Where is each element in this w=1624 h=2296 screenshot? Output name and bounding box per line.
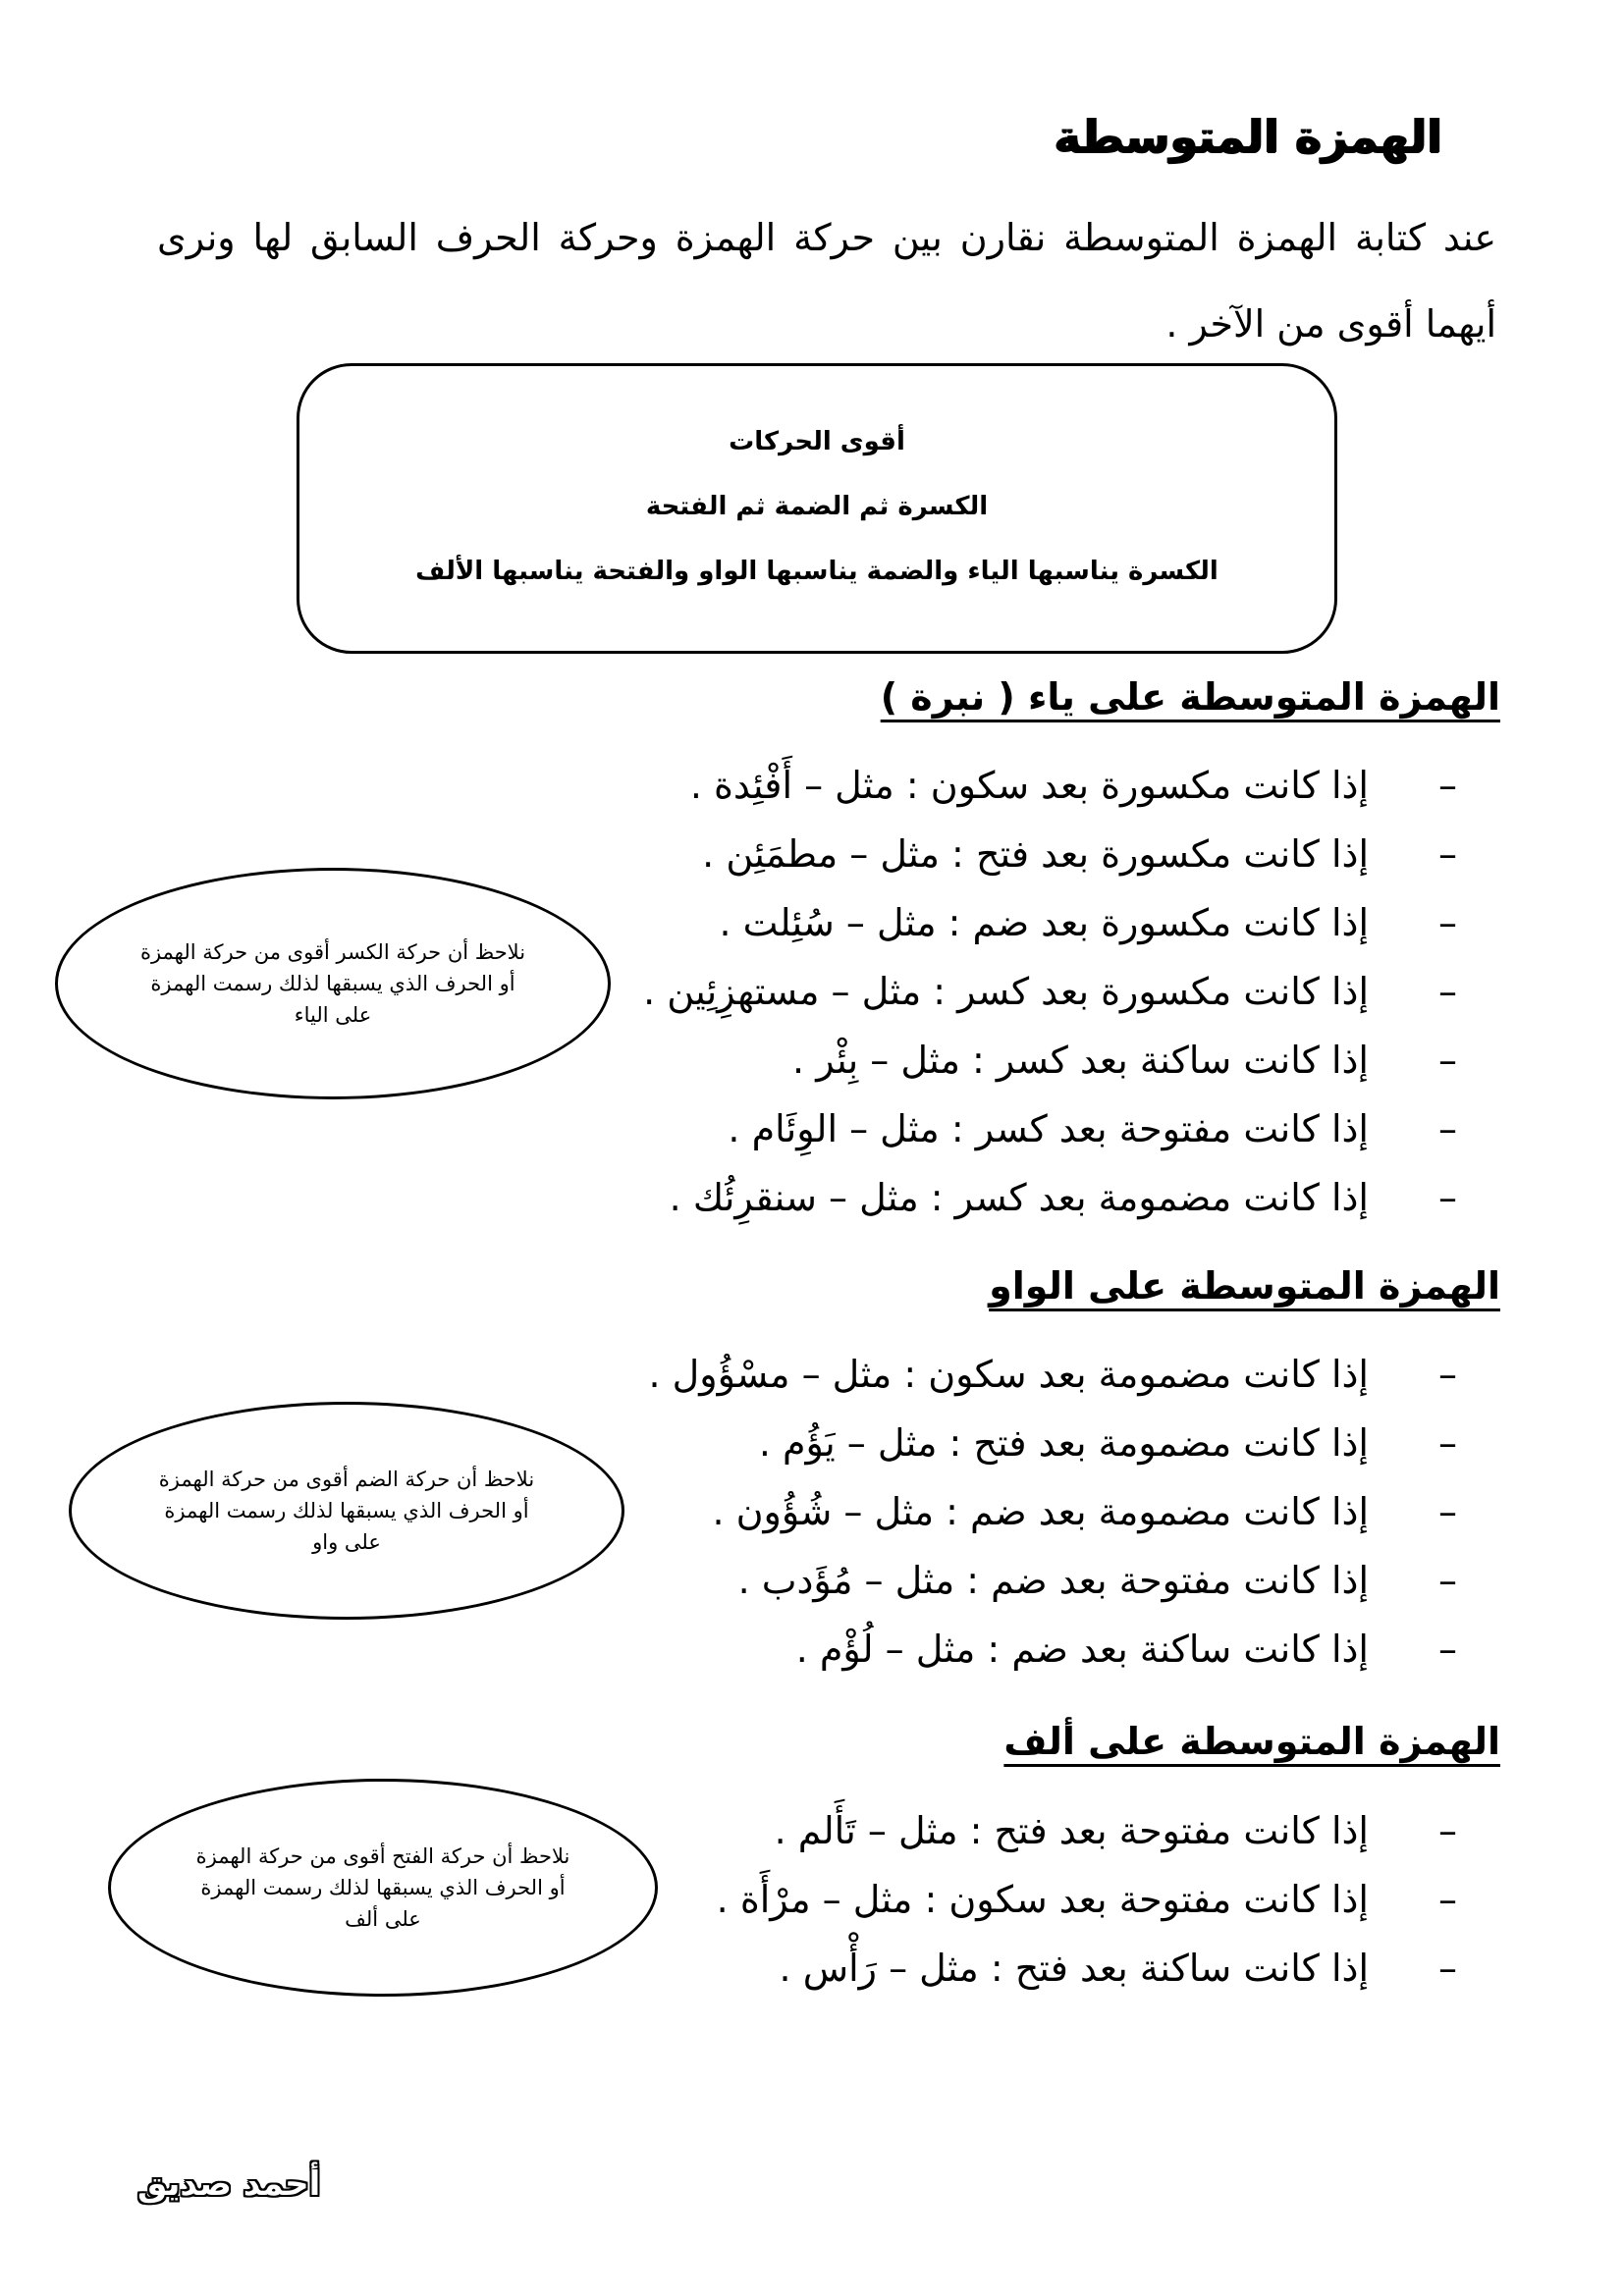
dash: – xyxy=(1438,970,1457,1013)
rule-text: إذا كانت مكسورة بعد ضم : مثل – سُئِلت . xyxy=(719,901,1369,944)
list-item xyxy=(643,1026,1457,1095)
page-title: الهمزة المتوسطة xyxy=(1054,110,1442,163)
rule-text: إذا كانت ساكنة بعد ضم : مثل – لُؤْم . xyxy=(795,1628,1369,1671)
dash: – xyxy=(1438,1809,1457,1852)
dash: – xyxy=(1438,832,1457,876)
note-ellipse-ya xyxy=(55,868,611,1099)
list-item xyxy=(649,1477,1458,1546)
rules-list-waw xyxy=(649,1340,1458,1683)
list-item xyxy=(643,1163,1457,1232)
dash: – xyxy=(1438,1353,1457,1396)
note-ellipse-alif xyxy=(108,1779,658,1997)
note-text: نلاحظ أن حركة الكسر أقوى من حركة الهمزة أو الحرف الذي يسبقها لذلك رسمت الهمزة على الياء xyxy=(139,940,526,1027)
section-heading-waw: الهمزة المتوسطة على الواو xyxy=(989,1264,1500,1308)
rules-box-line: الكسرة ثم الضمة ثم الفتحة xyxy=(645,492,989,521)
dash: – xyxy=(1438,1421,1457,1465)
rule-text: إذا كانت ساكنة بعد فتح : مثل – رَأْس . xyxy=(779,1947,1369,1990)
list-item xyxy=(649,1546,1458,1615)
rule-text: إذا كانت مفتوحة بعد ضم : مثل – مُؤَدب . xyxy=(737,1559,1369,1602)
section-heading-alif: الهمزة المتوسطة على ألف xyxy=(1003,1720,1500,1763)
list-item xyxy=(717,1865,1457,1934)
dash: – xyxy=(1438,1039,1457,1082)
rule-text: إذا كانت مضمومة بعد سكون : مثل – مسْؤُول . xyxy=(648,1353,1369,1396)
rule-text: إذا كانت مكسورة بعد كسر : مثل – مستهزِئِين . xyxy=(643,970,1369,1013)
rule-text: إذا كانت مكسورة بعد سكون : مثل – أَفْئِدة . xyxy=(689,764,1369,807)
dash: – xyxy=(1438,1947,1457,1990)
list-item xyxy=(649,1409,1458,1477)
rule-text: إذا كانت مفتوحة بعد سكون : مثل – مرْأَة . xyxy=(716,1878,1369,1921)
rule-text: إذا كانت ساكنة بعد كسر : مثل – بِئْر . xyxy=(792,1039,1369,1082)
rule-text: إذا كانت مضمومة بعد فتح : مثل – يَؤُم . xyxy=(758,1421,1369,1465)
dash: – xyxy=(1438,1107,1457,1150)
dash: – xyxy=(1438,1878,1457,1921)
intro-paragraph: عند كتابة الهمزة المتوسطة نقارن بين حركة الهمزة وحركة الحرف السابق لها ونرى أيهما أقوى من الآخر . xyxy=(157,216,1496,346)
list-item xyxy=(717,1934,1457,2002)
dash: – xyxy=(1438,1490,1457,1533)
rules-box-line: أقوى الحركات xyxy=(729,427,905,456)
list-item xyxy=(643,888,1457,957)
dash: – xyxy=(1438,901,1457,944)
rules-list-alif xyxy=(717,1796,1457,2002)
dash: – xyxy=(1438,1176,1457,1219)
rules-list-ya xyxy=(643,751,1457,1232)
list-item xyxy=(643,751,1457,820)
list-item xyxy=(643,1095,1457,1163)
rules-box-line: الكسرة يناسبها الياء والضمة يناسبها الواو والفتحة يناسبها الألف xyxy=(415,557,1218,586)
list-item xyxy=(643,820,1457,888)
dash: – xyxy=(1438,1559,1457,1602)
rule-text: إذا كانت مضمومة بعد كسر : مثل – سنقرِئُك . xyxy=(669,1176,1369,1219)
strongest-vowels-box xyxy=(297,363,1337,654)
list-item xyxy=(643,957,1457,1026)
note-text: نلاحظ أن حركة الضم أقوى من حركة الهمزة أو الحرف الذي يسبقها لذلك رسمت الهمزة على واو xyxy=(158,1468,535,1554)
rule-text: إذا كانت مكسورة بعد فتح : مثل – مطمَئِن . xyxy=(702,832,1369,876)
rule-text: إذا كانت مفتوحة بعد كسر : مثل – الوِئَام . xyxy=(728,1107,1369,1150)
note-text: نلاحظ أن حركة الفتح أقوى من حركة الهمزة أو الحرف الذي يسبقها لذلك رسمت الهمزة على ألف xyxy=(195,1844,570,1931)
dash: – xyxy=(1438,1628,1457,1671)
dash: – xyxy=(1438,764,1457,807)
rule-text: إذا كانت مفتوحة بعد فتح : مثل – تَأَلم . xyxy=(774,1809,1369,1852)
list-item xyxy=(717,1796,1457,1865)
list-item xyxy=(649,1340,1458,1409)
author-signature: أحمد صديق xyxy=(137,2164,321,2204)
note-ellipse-waw xyxy=(69,1402,624,1620)
rule-text: إذا كانت مضمومة بعد ضم : مثل – شُؤُون . xyxy=(712,1490,1369,1533)
section-heading-ya: الهمزة المتوسطة على ياء ( نبرة ) xyxy=(880,675,1500,719)
list-item xyxy=(649,1615,1458,1683)
